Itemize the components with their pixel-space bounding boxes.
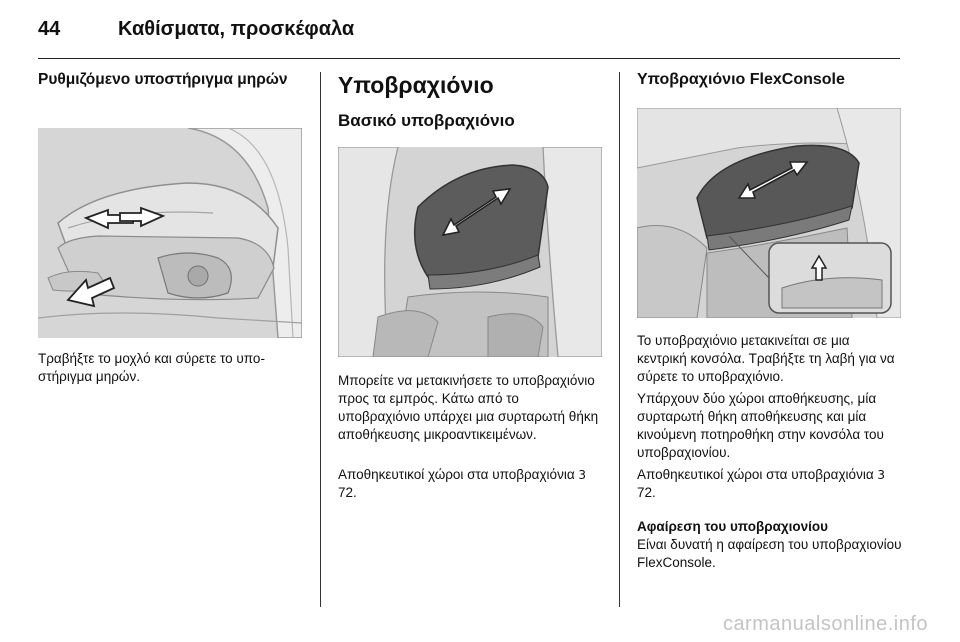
column-flexconsole [637,70,901,90]
armrest-illustration [338,147,602,357]
removal-text: Είναι δυνατή η αφαίρεση του υποβραχιονίου FlexConsole. [637,537,902,570]
storage-ref-text: Αποθηκευτικοί χώροι στα υποβραχιόνια [338,467,579,482]
page-ref-icon: 3 [578,468,587,482]
page-ref-icon: 3 [877,468,886,482]
storage-ref-text: Αποθηκευτικοί χώροι στα υποβραχιόνια [637,467,878,482]
basic-armrest-text: Μπορείτε να μετακινήσετε το υποβραχιόνιο προς τα εμπρός. Κάτω από το υποβραχιόνιο υπάρχει μια συρταρωτή θήκη αποθήκευσης μικροαντικειμένων. [338,373,599,442]
flexconsole-illustration [637,108,901,318]
page-heading: Καθίσματα, προσκέφαλα [118,18,355,40]
column-divider-1 [320,72,321,607]
section-heading-flexconsole: Υποβραχιόνιο FlexConsole [637,71,845,88]
column-divider-2 [619,72,620,607]
seat-illustration [38,128,302,338]
flexconsole-storage-ref [637,466,903,502]
watermark: carmanualsonline.info [722,613,928,635]
removal-heading: Αφαίρεση του υποβραχιονίου [637,519,829,534]
column-basic-armrest [338,70,602,132]
figure-flexconsole [637,108,901,318]
flexconsole-text-2: Υπάρχουν δύο χώροι αποθήκευσης, μία συρταρωτή θήκη αποθήκευσης και μία κινούμενη ποτηροθήκη στην κονσόλα του υποβραχιονίου. [637,391,884,460]
page-number: 44 [38,18,61,40]
header-rule [38,58,900,59]
storage-ref-page: 72. [338,485,357,500]
subheading-basic-armrest: Βασικό υποβραχιόνιο [338,111,515,130]
basic-armrest-storage-ref [338,466,604,502]
flexconsole-text-1: Το υποβραχιόνιο μετακινείται σε μια κεντρική κονσόλα. Τραβήξτε τη λαβή για να σύρετε το υποβραχιόνιο. [637,333,895,384]
column-thigh-support [38,70,302,90]
section-heading-armrest: Υποβραχιόνιο [338,72,494,98]
figure-basic-armrest [338,147,602,357]
section-heading-thigh-support: Ρυθμιζόμενο υποστήριγμα μηρών [38,71,288,88]
storage-ref-page: 72. [637,485,656,500]
figure-thigh-support [38,128,302,338]
thigh-support-text: Τραβήξτε το μοχλό και σύρετε το υποστήριγμα μηρών. [38,351,265,384]
